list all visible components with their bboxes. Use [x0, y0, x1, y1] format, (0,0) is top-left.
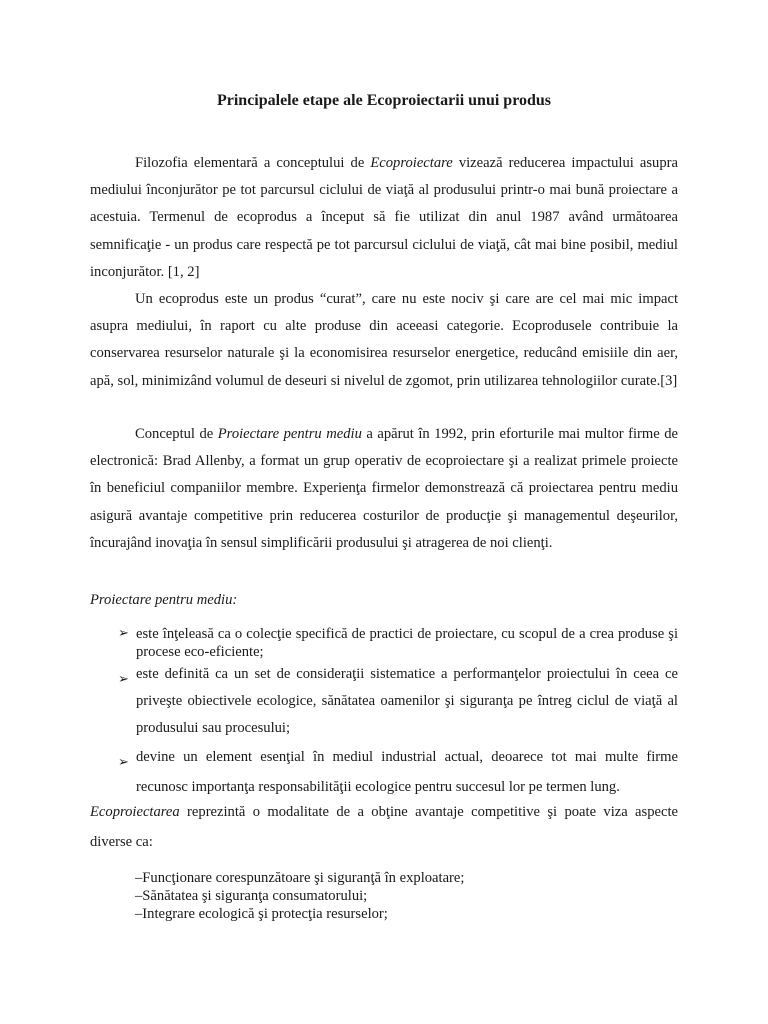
eco-term: Ecoproiectarea	[90, 804, 180, 820]
arrow-bullet-icon: ➢	[118, 755, 129, 770]
paragraph-ecoproiectarea	[90, 797, 678, 857]
p3-text-a: Conceptul de	[135, 426, 218, 442]
paragraph-3	[90, 421, 678, 557]
p2-text: Un ecoprodus este un produs “curat”, care nu este nociv şi care are cel mai mic impact asupra mediului, în raport cu alte produse din aceeasi categorie. Ecoprodusele contribuie la conservarea resurselor naturale şi la economisirea resurselor energetice, reducând emisiile din aer, apă, sol, minimizând volumul de deseuri si nivelul de zgomot, prin utilizarea tehnologiilor curate.[3]	[90, 291, 678, 389]
p1-text-a: Filozofia elementară a conceptului de	[135, 155, 371, 171]
dash-item-3: –Integrare ecologică şi protecţia resurselor;	[135, 906, 388, 922]
dash-item-2: –Sănătatea şi siguranţa consumatorului;	[135, 888, 368, 904]
bullet-text-3: devine un element esenţial în mediul industrial actual, deoarece tot mai multe firme recunosc importanţa responsabilităţii ecologice pentru succesul lor pe termen lung.	[136, 749, 678, 795]
arrow-bullet-icon: ➢	[118, 626, 129, 641]
section-heading: Proiectare pentru mediu:	[90, 592, 238, 608]
dash-item-1: –Funcţionare corespunzătoare şi siguranţă în exploatare;	[135, 870, 465, 886]
p1-text-c: vizează reducerea impactului asupra mediului înconjurător pe tot parcursul ciclului de viaţă al produsului printr-o mai bună proiectare a acestuia. Termenul de ecoprodus a început să fie utilizat din anul 1987 având următoarea semnificaţie - un produs care respectă pe tot parcursul ciclului de viaţă, cât mai bine posibil, mediul inconjurător. [1, 2]	[90, 155, 678, 280]
p3-text-c: a apărut în 1992, prin eforturile mai multor firme de electronică: Brad Allenby, a format un grup operativ de ecoproiectare şi a realizat primele proiecte în beneficiul companiilor membre. Experienţa firmelor demonstrează că proiectarea pentru mediu asigură avantaje competitive prin reducerea costurilor de producţie şi managementul deşeurilor, încurajând inovaţia în sensul simplificării produsului şi atragerea de noi clienţi.	[90, 426, 679, 551]
p1-term-ecoproiectare: Ecoproiectare	[370, 155, 453, 171]
page-title: Principalele etape ale Ecoproiectarii unui produs	[216, 92, 552, 109]
bullet-item-1	[118, 625, 678, 661]
bullet-item-2	[118, 661, 678, 742]
bullet-text-2: este definită ca un set de consideraţii sistematice a performanţelor proiectului în ceea ce priveşte obiectivele ecologice, sănătatea oamenilor şi siguranţa pe întreg ciclul de viaţă al produsului sau procesului;	[136, 666, 678, 736]
arrow-bullet-icon: ➢	[118, 672, 129, 687]
bullet-item-3	[118, 742, 678, 802]
paragraph-2	[90, 286, 678, 395]
bullet-list	[118, 625, 678, 802]
bullet-text-1: este înţeleasă ca o colecţie specifică de practici de proiectare, cu scopul de a crea produse şi procese eco-eficiente;	[136, 626, 678, 660]
paragraph-1	[90, 150, 678, 286]
p3-term-proiectare-mediu: Proiectare pentru mediu	[217, 426, 362, 442]
eco-text: reprezintă o modalitate de a obţine avantaje competitive şi poate viza aspecte diverse ca:	[90, 804, 678, 850]
